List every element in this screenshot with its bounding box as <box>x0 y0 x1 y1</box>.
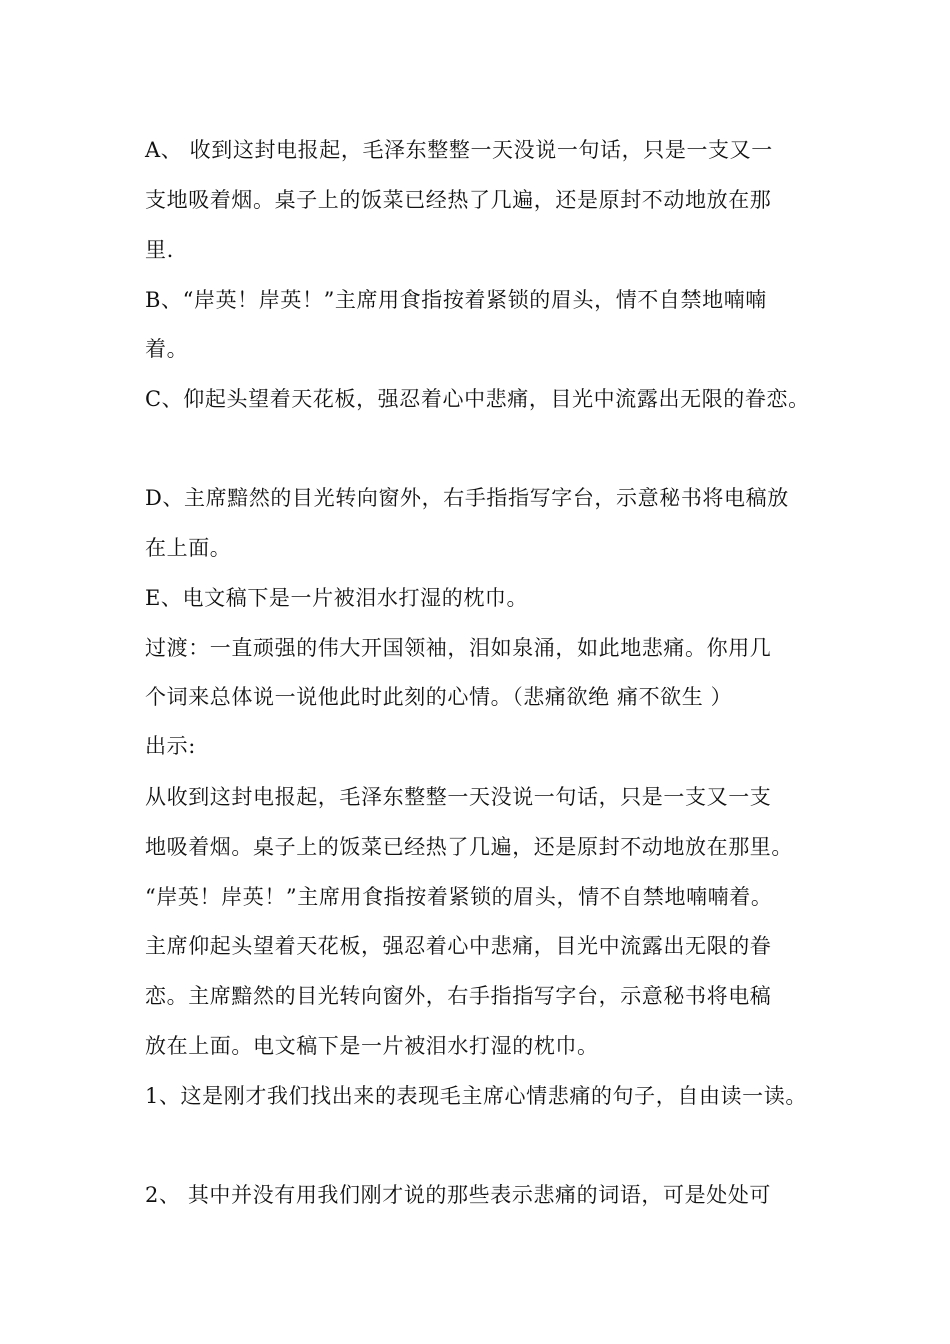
passage-line-2: 地吸着烟。桌子上的饭菜已经热了几遍，还是原封不动地放在那里。 <box>145 835 793 859</box>
option-c-line: C、仰起头望着天花板，强忍着心中悲痛，目光中流露出无限的眷恋。 <box>145 387 810 411</box>
transition-line-1: 过渡：一直顽强的伟大开国领袖，泪如泉涌，如此地悲痛。你用几 <box>145 636 772 660</box>
option-b-line-1: B、“岸英！岸英！”主席用食指按着紧锁的眉头，情不自禁地喃喃 <box>145 288 767 312</box>
option-d-line-2: 在上面。 <box>145 536 232 560</box>
question-1-line: 1、这是刚才我们找出来的表现毛主席心情悲痛的句子，自由读一读。 <box>145 1084 807 1108</box>
option-a-line-3: 里. <box>145 238 174 262</box>
show-heading: 出示: <box>145 734 196 758</box>
option-a-line-1: A、 收到这封电报起，毛泽东整整一天没说一句话，只是一支又一 <box>145 138 773 162</box>
transition-line-2: 个词来总体说一说他此时此刻的心情。（悲痛欲绝 痛不欲生 ） <box>145 685 733 709</box>
passage-line-3: “岸英！岸英！”主席用食指按着紧锁的眉头，情不自禁地喃喃着。 <box>145 885 773 909</box>
option-a-line-2: 支地吸着烟。桌子上的饭菜已经热了几遍，还是原封不动地放在那 <box>145 188 772 212</box>
passage-line-6: 放在上面。电文稿下是一片被泪水打湿的枕巾。 <box>145 1034 599 1058</box>
option-e-line: E、电文稿下是一片被泪水打湿的枕巾。 <box>145 586 529 610</box>
passage-line-1: 从收到这封电报起，毛泽东整整一天没说一句话，只是一支又一支 <box>145 785 772 809</box>
option-d-line-1: D、主席黯然的目光转向窗外，右手指指写字台，示意秘书将电稿放 <box>145 486 789 510</box>
question-2-line: 2、 其中并没有用我们刚才说的那些表示悲痛的词语，可是处处可 <box>145 1183 772 1207</box>
passage-line-4: 主席仰起头望着天花板，强忍着心中悲痛，目光中流露出无限的眷 <box>145 934 772 958</box>
passage-line-5: 恋。主席黯然的目光转向窗外，右手指指写字台，示意秘书将电稿 <box>145 984 772 1008</box>
option-b-line-2: 着。 <box>145 337 189 361</box>
